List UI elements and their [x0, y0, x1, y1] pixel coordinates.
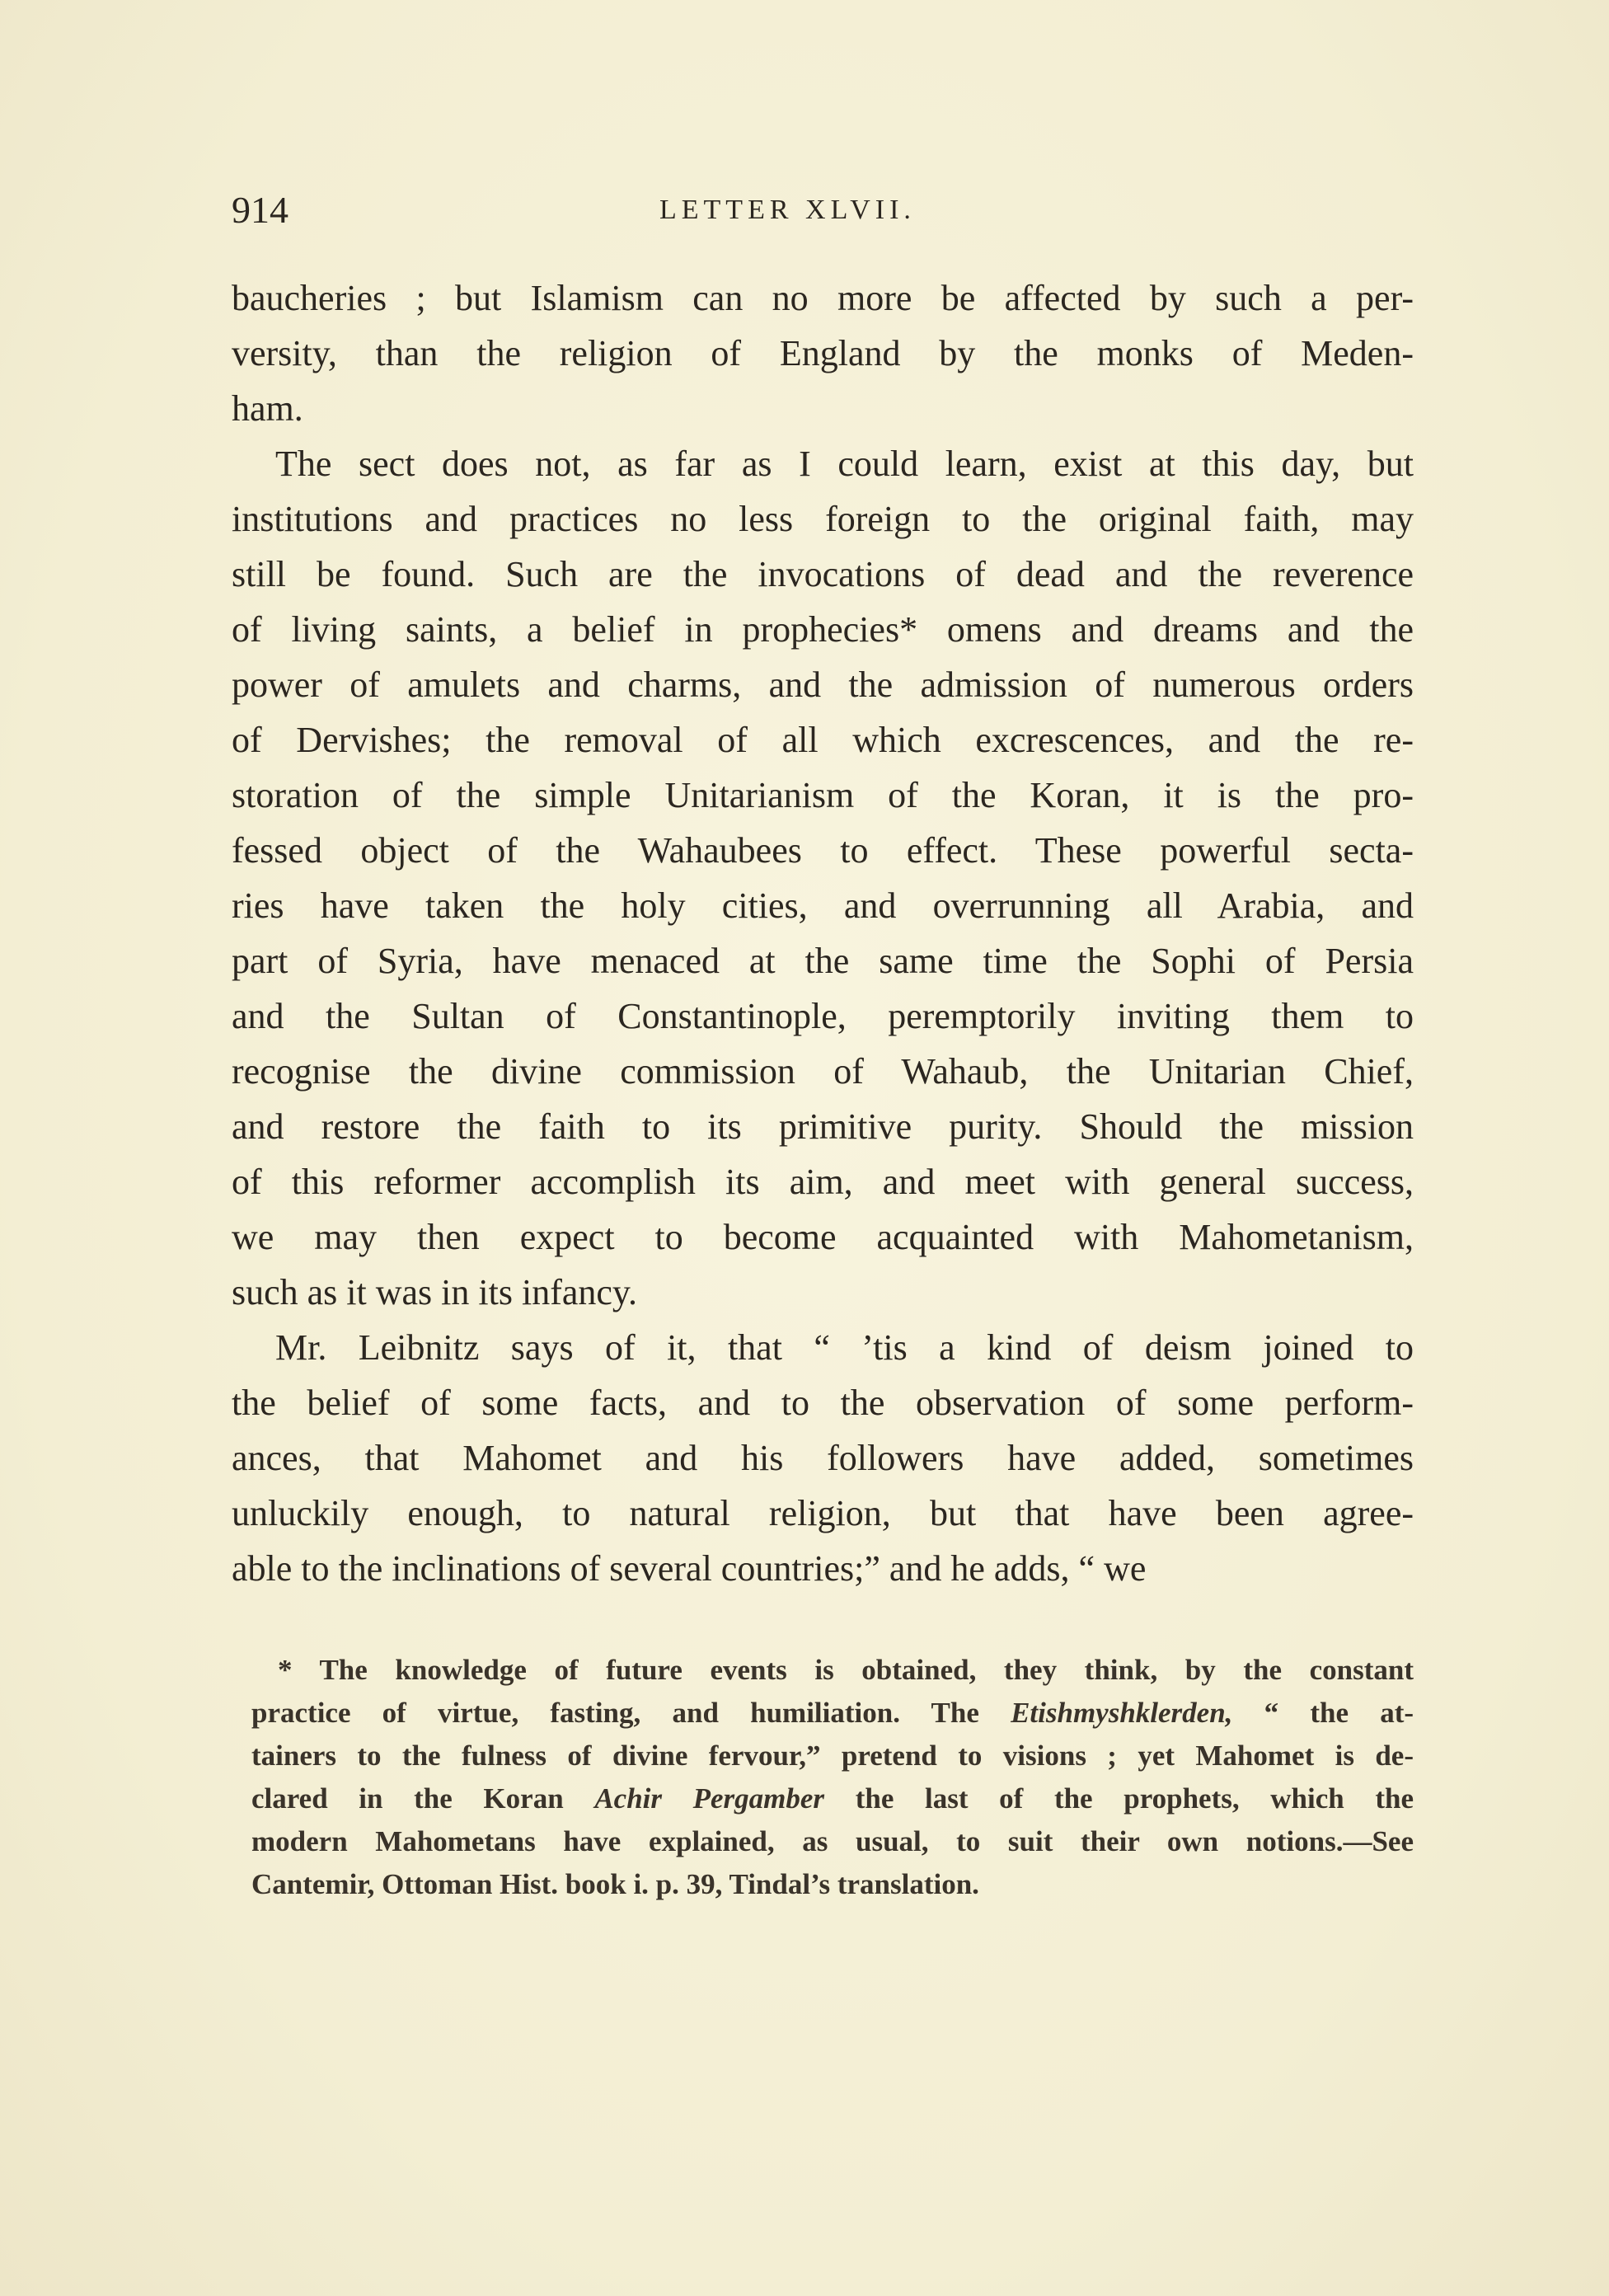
body-line: ries have taken the holy cities, and overrunning all Arabia, and [232, 885, 1414, 926]
body-line: the belief of some facts, and to the observation of some perform- [232, 1383, 1414, 1423]
footnote-italic-term: Achir Pergamber [594, 1782, 825, 1815]
footnote-text: practice of virtue, fasting, and humiliation. The [251, 1697, 1011, 1729]
body-line: storation of the simple Unitarianism of the Koran, it is the pro- [232, 775, 1414, 815]
body-line: still be found. Such are the invocations of dead and the reverence [232, 554, 1414, 594]
body-line: Mr. Leibnitz says of it, that “ ’tis a kind of deism joined to [275, 1327, 1414, 1368]
body-line: and restore the faith to its primitive purity. Should the mission [232, 1106, 1414, 1147]
body-text [232, 270, 1414, 1596]
body-line: such as it was in its infancy. [232, 1272, 638, 1312]
page-number: 914 [232, 189, 288, 231]
footnote-text: “ the at- [1232, 1697, 1414, 1729]
footnote-text: clared in the Koran [251, 1782, 595, 1815]
footnote-text: the last of the prophets, which the [824, 1782, 1414, 1815]
footnote-line: * The knowledge of future events is obtained, they think, by the constant [278, 1654, 1414, 1686]
footnote-line [251, 1692, 1414, 1735]
body-line: The sect does not, as far as I could learn, exist at this day, but [275, 444, 1414, 484]
footnote-line [251, 1777, 1414, 1820]
body-line: baucheries ; but Islamism can no more be affected by such a per- [232, 278, 1414, 318]
footnote-line: tainers to the fulness of divine fervour,” pretend to visions ; yet Mahomet is de- [251, 1740, 1414, 1772]
body-line: and the Sultan of Constantinople, peremptorily inviting them to [232, 996, 1414, 1036]
body-line: versity, than the religion of England by the monks of Meden- [232, 333, 1414, 373]
body-line: recognise the divine commission of Wahaub, the Unitarian Chief, [232, 1051, 1414, 1092]
body-line: ances, that Mahomet and his followers have added, sometimes [232, 1438, 1414, 1478]
body-line: institutions and practices no less foreign to the original faith, may [232, 499, 1414, 539]
body-line: able to the inclinations of several countries;” and he adds, “ we [232, 1548, 1147, 1589]
body-line: of Dervishes; the removal of all which excrescences, and the re- [232, 720, 1414, 760]
running-head: LETTER XLVII. [659, 195, 916, 225]
body-line: ham. [232, 388, 303, 429]
body-line: fessed object of the Wahaubees to effect. These powerful secta- [232, 830, 1414, 871]
footnote-italic-term: Etishmyshklerden, [1011, 1697, 1233, 1729]
body-line: part of Syria, have menaced at the same time the Sophi of Persia [232, 941, 1414, 981]
body-line: we may then expect to become acquainted with Mahometanism, [232, 1217, 1414, 1257]
body-line: of living saints, a belief in prophecies* omens and dreams and the [232, 609, 1414, 650]
body-line: power of amulets and charms, and the admission of numerous orders [232, 664, 1414, 705]
body-line: of this reformer accomplish its aim, and meet with general success, [232, 1162, 1414, 1202]
body-line: unluckily enough, to natural religion, but that have been agree- [232, 1493, 1414, 1533]
footnote-line: modern Mahometans have explained, as usual, to suit their own notions.—See [251, 1825, 1414, 1857]
footnote [251, 1649, 1414, 1906]
footnote-line: Cantemir, Ottoman Hist. book i. p. 39, Tindal’s translation. [251, 1868, 979, 1900]
